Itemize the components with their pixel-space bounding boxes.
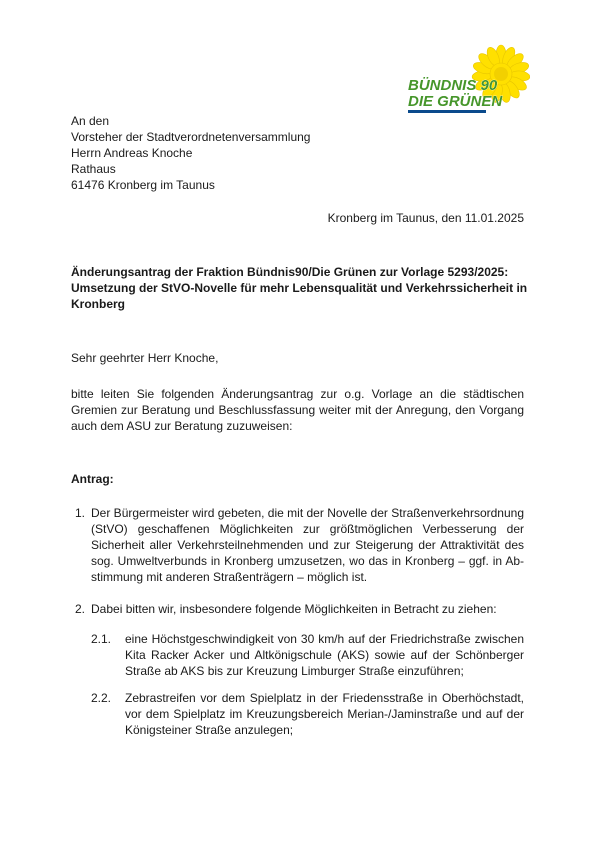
list-item-number: 2.	[75, 602, 86, 616]
logo-line2: DIE GRÜNEN	[408, 93, 503, 110]
recipient-address	[71, 113, 310, 193]
sunflower-logo-graphic	[405, 40, 530, 120]
list-item-number: 1.	[75, 506, 86, 520]
address-line: Herrn Andreas Knoche	[71, 146, 193, 160]
address-line: An den	[71, 114, 110, 128]
list-item	[71, 601, 524, 617]
address-line: Rathaus	[71, 162, 116, 176]
address-line: 61476 Kronberg im Taunus	[71, 178, 215, 192]
sub-list-item	[91, 631, 524, 679]
sub-list-item-number: 2.2.	[91, 691, 112, 705]
sub-list-item-number: 2.1.	[91, 632, 112, 646]
sub-list-item-text: eine Höchstgeschwindigkeit von 30 km/h auf der Friedrichstraße zwischen Kita Racker Acker und Altkönigschule (AKS) sowie auf der Schönberger Straße ab AKS bis zur Kreuzung Limburger Straße einzuführen;	[125, 632, 524, 678]
intro-paragraph: bitte leiten Sie folgenden Änderungsantrag zur o.g. Vorlage an die städtischen Gremien zur Beratung und Beschlussfassung weiter mit der Anregung, den Vorgang auch dem ASU zur Beratung zuzuweisen:	[71, 387, 524, 433]
subject-heading: Änderungsantrag der Fraktion Bündnis90/Die Grünen zur Vorlage 5293/2025: Umsetzung der StVO-Novelle für mehr Lebensqualität und Verkehrssicherheit in Kronberg	[71, 265, 528, 311]
sub-list-item-text: Zebrastreifen vor dem Spielplatz in der Friedensstraße in Oberhöchstadt, vor dem Spielplatz im Kreuzungsbereich Merian-/Jaminstraße und auf der Königsteiner Straße anzulegen;	[125, 691, 524, 737]
list-item-text: Dabei bitten wir, insbesondere folgende Möglichkeiten in Betracht zu ziehen:	[91, 602, 497, 616]
logo-line1: BÜNDNIS 90	[408, 77, 498, 94]
list-item-text: Der Bürgermeister wird gebeten, die mit der Novelle der Straßenverkehrsordnung (StVO) geschaffenen Möglichkeiten zur größtmöglichen Verbesserung der Sicherheit aller Verkehrsteilnehmenden und zur Steigerung der Attraktivität des sog. Umweltverbunds in Kronberg umzusetzen, wo das in Kronberg – ggf. in Abstimmung mit anderen Straßenträgern – möglich ist.	[91, 506, 524, 584]
list-item	[71, 505, 524, 585]
salutation: Sehr geehrter Herr Knoche,	[71, 351, 219, 365]
logo-underline	[408, 110, 486, 113]
sub-list-item	[91, 690, 524, 738]
antrag-heading: Antrag:	[71, 472, 114, 486]
date-line: Kronberg im Taunus, den 11.01.2025	[327, 211, 524, 225]
party-logo	[405, 40, 530, 120]
address-line: Vorsteher der Stadtverordnetenversammlung	[71, 130, 311, 144]
